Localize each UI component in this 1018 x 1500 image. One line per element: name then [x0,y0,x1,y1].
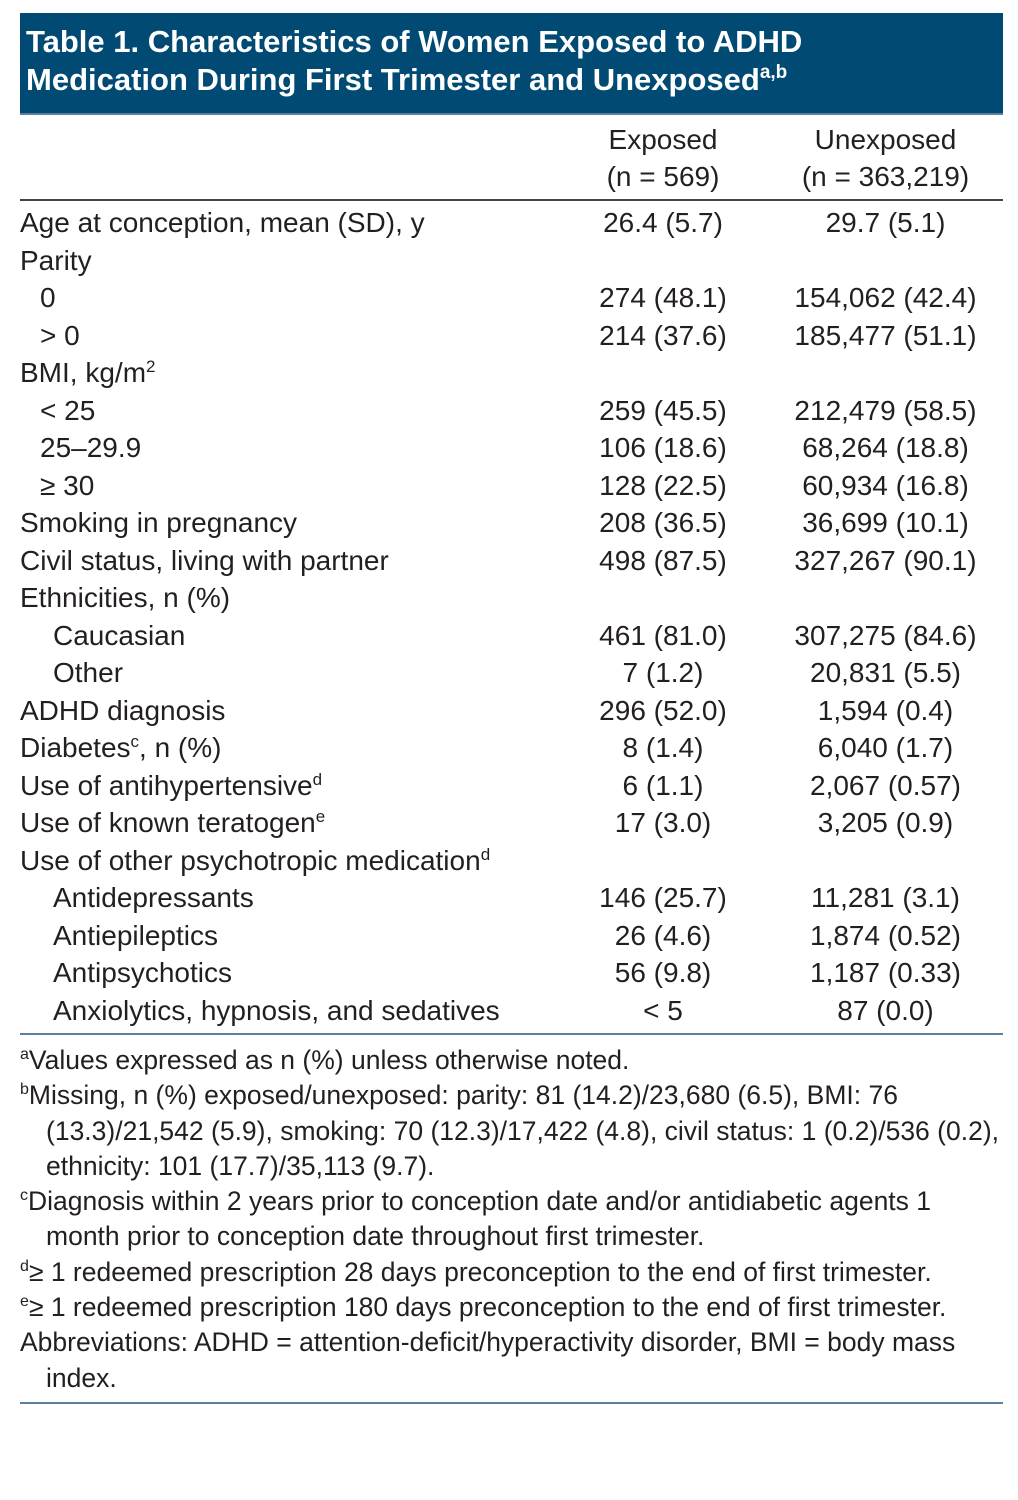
footnote-text: Diagnosis within 2 years prior to conception date and/or antidiabetic agents 1 month prior to conception date throughout first trimester. [28,1186,932,1252]
exposed-value: 26 (4.6) [614,919,712,951]
unexposed-value: 327,267 (90.1) [794,544,977,576]
column-n: (n = 569) [606,161,720,192]
row-label-cell [20,654,548,692]
unexposed-value: 60,934 (16.8) [802,469,969,501]
table-row [20,354,1003,392]
exposed-value [548,842,778,880]
row-label-suffix: , n (%) [139,732,222,763]
row-label: Parity [20,244,92,276]
row-label-cell [20,767,548,805]
row-label: Use of antihypertensive [20,769,313,801]
exposed-value [548,242,778,280]
title-line-1: Table 1. Characteristics of Women Exposed to ADHD [26,24,803,59]
unexposed-value: 36,699 (10.1) [802,507,969,538]
footnote-mark: c [20,1187,28,1205]
row-label: 25–29.9 [40,432,142,463]
row-label: 0 [40,282,56,313]
footnote [20,1290,1003,1325]
footnote-mark: e [315,807,326,826]
table-row [20,204,1003,242]
row-label-cell [20,204,548,242]
row-label: Age at conception, mean (SD), y [20,207,425,238]
exposed-value: 7 (1.2) [622,657,704,688]
row-label-cell [20,917,548,955]
header-spacer [20,121,548,195]
footnote [20,1184,1003,1255]
table-row [20,467,1003,505]
exposed-value: 26.4 (5.7) [603,207,723,238]
row-label-cell [20,279,548,317]
row-label: Use of known teratogen [20,807,316,838]
table-row [20,804,1003,842]
footnote [20,1325,1003,1396]
exposed-value: < 5 [643,994,683,1026]
table-title [20,13,1003,115]
footnote-mark: d [312,769,323,789]
row-label: Caucasian [53,619,186,651]
row-label-cell [20,504,548,542]
footnote [20,1078,1003,1184]
row-label-cell [20,729,548,767]
row-label-cell [20,842,548,880]
exposed-value: 146 (25.7) [599,882,727,913]
row-label-cell [20,429,548,467]
table-footnotes [20,1035,1003,1404]
table-row [20,392,1003,430]
footnote-mark: d [480,844,491,864]
exposed-value [548,354,778,392]
table-row [20,954,1003,992]
unexposed-value: 1,187 (0.33) [810,957,961,988]
row-label-cell [20,692,548,730]
column-label: Unexposed [814,124,957,155]
row-label: Antidepressants [53,882,254,913]
footnote-mark: 2 [146,357,156,376]
row-label-cell [20,579,548,617]
row-label-cell [20,317,548,355]
row-label-cell [20,542,548,580]
exposed-value: 296 (52.0) [599,694,727,726]
row-label-cell [20,354,548,392]
column-header-unexposed [778,121,1003,195]
row-label-cell [20,242,548,280]
table-row [20,729,1003,767]
column-header-exposed [548,121,778,195]
row-label: > 0 [40,319,80,351]
footnote-text: Abbreviations: ADHD = attention-deficit/hyperactivity disorder, BMI = body mass index. [20,1327,956,1393]
column-label: Exposed [608,124,718,155]
footnote-text: Values expressed as n (%) unless otherwise noted. [28,1045,630,1075]
row-label: Civil status, living with partner [20,544,389,576]
exposed-value: 17 (3.0) [614,807,712,838]
unexposed-value: 1,594 (0.4) [817,694,954,726]
unexposed-value: 87 (0.0) [837,994,934,1026]
exposed-value: 498 (87.5) [599,544,727,576]
unexposed-value [778,842,1003,880]
table-row [20,917,1003,955]
exposed-value: 6 (1.1) [622,769,704,801]
unexposed-value: 20,831 (5.5) [810,657,961,688]
table-row [20,579,1003,617]
row-label: Other [53,657,124,688]
footnote-mark: b [20,1081,29,1099]
table-row [20,542,1003,580]
footnote-text: Missing, n (%) exposed/unexposed: parity: 81 (14.2)/23,680 (6.5), BMI: 76 (13.3)/21,542 (5.9), smoking: 70 (12.3)/17,422 (4.8), civil status: 1 (0.2)/536 (0.2), ethnicity: 101 (17.7)/35,113 (9.7). [28,1080,1000,1181]
exposed-value: 8 (1.4) [622,732,704,763]
table-row [20,242,1003,280]
unexposed-value: 3,205 (0.9) [817,807,954,838]
footnote [20,1043,1003,1078]
exposed-value: 106 (18.6) [599,432,727,463]
row-label: Antipsychotics [53,957,232,988]
unexposed-value: 212,479 (58.5) [794,394,977,426]
unexposed-value: 2,067 (0.57) [810,769,961,801]
row-label-cell [20,804,548,842]
table-row [20,504,1003,542]
table-row [20,617,1003,655]
column-n: (n = 363,219) [801,161,970,192]
row-label: Anxiolytics, hypnosis, and sedatives [53,994,500,1026]
exposed-value [548,579,778,617]
row-label: Ethnicities, n (%) [20,582,231,613]
table-row [20,317,1003,355]
row-label-cell [20,467,548,505]
table-1 [20,13,1003,1404]
table-header [20,115,1003,201]
table-row [20,992,1003,1030]
unexposed-value: 154,062 (42.4) [794,282,977,313]
table-row [20,767,1003,805]
row-label: BMI, kg/m [20,357,147,388]
unexposed-value: 185,477 (51.1) [794,319,977,351]
unexposed-value: 1,874 (0.52) [810,919,961,951]
footnote-mark: d [20,1257,29,1275]
footnote [20,1255,1003,1290]
table-row [20,879,1003,917]
unexposed-value: 6,040 (1.7) [817,732,954,763]
footnote-mark: c [130,732,140,751]
table-row [20,429,1003,467]
table-row [20,692,1003,730]
row-label-cell [20,617,548,655]
footnote-text: ≥ 1 redeemed prescription 180 days preconception to the end of first trimester. [28,1292,947,1323]
exposed-value: 259 (45.5) [599,394,727,426]
unexposed-value [778,354,1003,392]
footnote-mark: e [20,1293,29,1311]
title-footnote-marks: a,b [759,62,788,83]
row-label: Smoking in pregnancy [20,507,298,538]
unexposed-value [778,579,1003,617]
exposed-value: 208 (36.5) [599,507,727,538]
row-label-cell [20,954,548,992]
row-label: ≥ 30 [40,469,95,501]
unexposed-value: 68,264 (18.8) [802,432,969,463]
exposed-value: 214 (37.6) [599,319,727,351]
row-label: Antiepileptics [53,919,218,951]
table-row [20,654,1003,692]
title-line-2: Medication During First Trimester and Unexposed [26,62,760,97]
unexposed-value [778,242,1003,280]
unexposed-value: 11,281 (3.1) [811,882,960,913]
exposed-value: 56 (9.8) [614,957,712,988]
title-line-2-wrap [26,61,997,99]
exposed-value: 128 (22.5) [599,469,727,501]
unexposed-value: 307,275 (84.6) [794,619,977,651]
footnote-mark: a [20,1046,29,1063]
row-label: ADHD diagnosis [20,694,226,726]
row-label: < 25 [40,394,96,426]
unexposed-value: 29.7 (5.1) [825,207,946,238]
table-row [20,842,1003,880]
exposed-value: 274 (48.1) [599,282,727,313]
row-label: Diabetes [20,732,131,763]
row-label: Use of other psychotropic medication [20,844,481,876]
row-label-cell [20,879,548,917]
exposed-value: 461 (81.0) [599,619,727,651]
table-row [20,279,1003,317]
row-label-cell [20,992,548,1030]
table-body [20,201,1003,1035]
footnote-text: ≥ 1 redeemed prescription 28 days preconception to the end of first trimester. [28,1256,932,1287]
row-label-cell [20,392,548,430]
